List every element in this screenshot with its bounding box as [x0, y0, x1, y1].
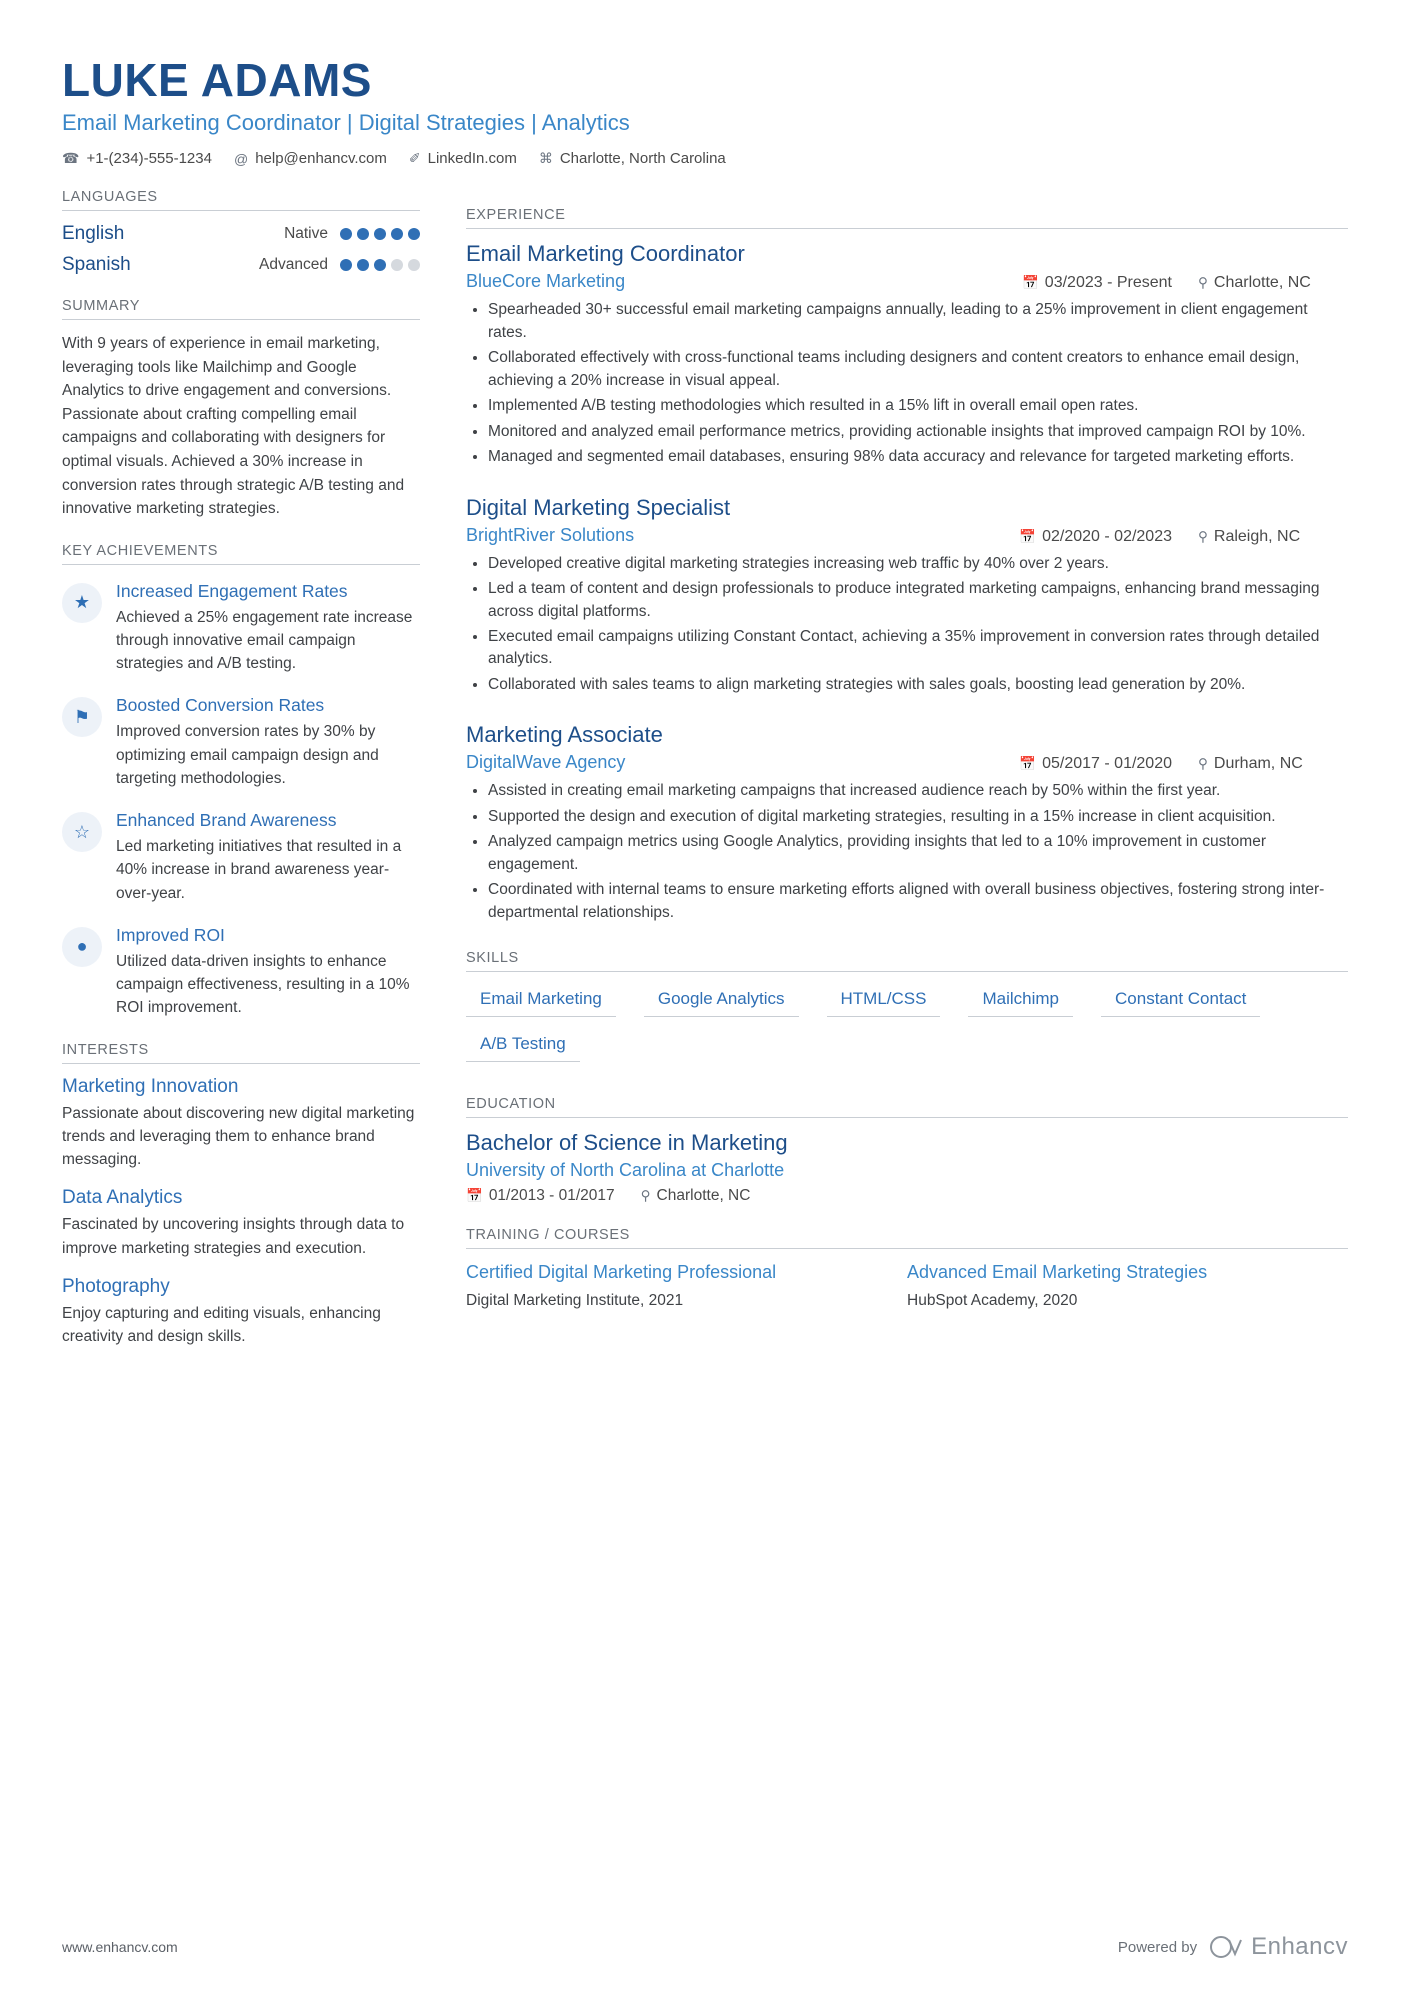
achievement-text: Led marketing initiatives that resulted in a 40% increase in brand awareness year-over-year.	[116, 838, 402, 902]
star-outline-icon: ☆	[62, 812, 102, 852]
list-item: • Assisted in creating email marketing campaigns that increased audience reach by 50% within the first year.	[488, 780, 1348, 802]
job-location-text: Charlotte, NC	[1213, 274, 1311, 292]
job-company: DigitalWave Agency	[466, 752, 626, 773]
skill-tag: HTML/CSS	[827, 984, 941, 1017]
main-column	[454, 185, 1348, 1309]
education-entry	[466, 1130, 1348, 1205]
job-location	[1198, 528, 1348, 546]
page-title: LUKE ADAMS	[62, 54, 372, 106]
language-level: Advanced	[259, 256, 328, 274]
contact-phone-text: +1-(234)-555-1234	[86, 150, 212, 168]
calendar-icon: 📅	[1021, 275, 1039, 291]
contact-location[interactable]	[539, 150, 726, 167]
interest-text: Passionate about discovering new digital marketing trends and leveraging them to enhance brand messaging.	[62, 1104, 415, 1169]
section-title-key-achievements: KEY ACHIEVEMENTS	[62, 543, 420, 565]
education-school: University of North Carolina at Charlotte	[466, 1160, 785, 1181]
language-rating-dots	[340, 259, 420, 271]
list-item: • Coordinated with internal teams to ensure marketing efforts aligned with overall business objectives, fostering strong inter-departmental relationships.	[488, 879, 1348, 924]
list-item: • Spearheaded 30+ successful email marketing campaigns annually, leading to a 25% improvement in client engagement rates.	[488, 299, 1348, 344]
location-pin-icon: ⌘	[538, 150, 553, 167]
achievement-text: Improved conversion rates by 30% by optimizing email campaign design and targeting methodologies.	[116, 723, 379, 787]
training-entry	[907, 1261, 1348, 1310]
job-location-text: Raleigh, NC	[1213, 527, 1301, 545]
job-company: BlueCore Marketing	[466, 271, 626, 292]
brand-name: Enhancv	[1251, 1933, 1348, 1960]
section-title-languages: LANGUAGES	[62, 189, 420, 211]
language-name: Spanish	[62, 254, 131, 276]
list-item	[62, 223, 420, 245]
page-footer	[62, 1933, 1348, 1961]
skill-tag: Google Analytics	[644, 984, 799, 1017]
list-item: • Supported the design and execution of digital marketing strategies, resulting in a 15% increase in client acquisition.	[488, 806, 1348, 828]
list-item: • Executed email campaigns utilizing Constant Contact, achieving a 35% improvement in conversion rates through detailed analytics.	[488, 626, 1348, 671]
email-icon: @	[233, 150, 249, 167]
training-list	[466, 1261, 1348, 1310]
job-location-text: Durham, NC	[1213, 755, 1303, 773]
sidebar-column	[62, 185, 454, 1364]
list-item: • Managed and segmented email databases, ensuring 98% data accuracy and relevance for targeted marketing efforts.	[488, 446, 1348, 468]
section-title-education: EDUCATION	[466, 1096, 1348, 1118]
job-bullets	[466, 299, 1348, 468]
interest-title: Data Analytics	[62, 1187, 183, 1209]
contact-email[interactable]	[234, 150, 387, 167]
interest-text: Fascinated by uncovering insights through data to improve marketing strategies and execution.	[62, 1216, 405, 1257]
experience-entry	[466, 722, 1348, 924]
location-pin-icon: ⚲	[640, 1188, 651, 1204]
list-item	[62, 1076, 420, 1172]
flag-icon: ⚑	[62, 697, 102, 737]
interest-title: Photography	[62, 1275, 170, 1297]
resume-header	[62, 56, 1348, 167]
contact-location-text: Charlotte, North Carolina	[559, 150, 726, 168]
location-pin-icon: ⚲	[1198, 756, 1208, 772]
training-provider: HubSpot Academy, 2020	[907, 1291, 1078, 1309]
education-location-text: Charlotte, NC	[656, 1187, 751, 1205]
job-date-text: 02/2020 - 02/2023	[1042, 527, 1172, 545]
achievement-title: Enhanced Brand Awareness	[116, 810, 337, 831]
calendar-icon: 📅	[466, 1188, 483, 1204]
job-date-text: 03/2023 - Present	[1044, 274, 1172, 292]
calendar-icon: 📅	[1019, 528, 1037, 544]
job-title: Email Marketing Coordinator	[466, 241, 745, 267]
list-item: • Analyzed campaign metrics using Google Analytics, providing insights that led to a 10% improvement in customer engagement.	[488, 831, 1348, 876]
location-pin-icon: ⚲	[1198, 275, 1208, 291]
job-location	[1198, 755, 1348, 773]
training-title: Advanced Email Marketing Strategies	[907, 1262, 1208, 1283]
contact-email-text: help@enhancv.com	[255, 150, 387, 168]
list-item	[62, 810, 420, 905]
list-item	[62, 1187, 420, 1260]
education-date-text: 01/2013 - 01/2017	[488, 1187, 615, 1205]
job-date	[1022, 274, 1172, 292]
link-icon: ✐	[408, 150, 421, 167]
education-date	[466, 1187, 615, 1205]
contact-row	[62, 150, 1348, 167]
skill-tag: Mailchimp	[968, 984, 1073, 1017]
list-item: • Implemented A/B testing methodologies which resulted in a 15% lift in overall email open rates.	[488, 395, 1348, 417]
contact-linkedin-text: LinkedIn.com	[427, 150, 517, 168]
contact-phone[interactable]	[62, 150, 212, 167]
achievement-text: Achieved a 25% engagement rate increase through innovative email campaign strategies and A/B testing.	[116, 608, 413, 673]
language-name: English	[62, 223, 125, 245]
skill-tag: Email Marketing	[466, 984, 616, 1017]
education-location	[641, 1187, 751, 1205]
section-title-summary: SUMMARY	[62, 298, 420, 320]
job-date-text: 05/2017 - 01/2020	[1042, 755, 1172, 773]
job-company: BrightRiver Solutions	[466, 524, 635, 545]
section-title-interests: INTERESTS	[62, 1042, 420, 1064]
enhancv-logo	[1209, 1933, 1348, 1961]
interest-title: Marketing Innovation	[62, 1075, 239, 1097]
training-provider: Digital Marketing Institute, 2021	[466, 1291, 684, 1309]
skill-tag: Constant Contact	[1101, 984, 1260, 1017]
footer-website[interactable]: www.enhancv.com	[62, 1939, 178, 1955]
job-location	[1198, 274, 1348, 292]
section-title-training: TRAINING / COURSES	[466, 1227, 1348, 1249]
interest-text: Enjoy capturing and editing visuals, enhancing creativity and design skills.	[62, 1304, 381, 1346]
achievement-title: Improved ROI	[116, 924, 225, 945]
summary-text: With 9 years of experience in email marketing, leveraging tools like Mailchimp and Google Analytics to drive engagement and conversions. Passionate about crafting compelling email campaigns and collaborating with designers for optimal visuals. Achieved a 30% increase in conversion rates through strategic A/B testing and innovative marketing strategies.	[62, 335, 405, 518]
list-item: • Collaborated effectively with cross-functional teams including designers and content creators to enhance email design, achieving a 20% increase in visual appeal.	[488, 347, 1348, 392]
job-bullets	[466, 553, 1348, 697]
contact-linkedin[interactable]	[409, 150, 517, 167]
job-title: Marketing Associate	[466, 722, 663, 748]
job-date	[1019, 528, 1172, 546]
section-title-experience: EXPERIENCE	[466, 207, 1348, 229]
job-date	[1019, 755, 1172, 773]
location-pin-icon: ⚲	[1198, 528, 1208, 544]
section-title-skills: SKILLS	[466, 950, 1348, 972]
achievement-text: Utilized data-driven insights to enhance campaign effectiveness, resulting in a 10% ROI improvement.	[116, 952, 410, 1017]
experience-entry	[466, 495, 1348, 697]
list-item	[62, 925, 420, 1020]
powered-by-label: Powered by	[1117, 1938, 1198, 1956]
languages-list	[62, 223, 420, 276]
list-item	[62, 581, 420, 676]
skills-list	[466, 984, 1348, 1074]
calendar-icon: 📅	[1019, 756, 1037, 772]
training-entry	[466, 1261, 907, 1310]
education-degree: Bachelor of Science in Marketing	[466, 1130, 788, 1156]
list-item: • Collaborated with sales teams to align marketing strategies with sales goals, boosting lead generation by 20%.	[488, 674, 1348, 696]
professional-headline: Email Marketing Coordinator | Digital Strategies | Analytics	[62, 110, 630, 136]
list-item	[62, 695, 420, 790]
list-item	[62, 1276, 420, 1349]
lightbulb-icon: ●	[62, 927, 102, 967]
achievement-title: Boosted Conversion Rates	[116, 695, 325, 716]
experience-entry	[466, 241, 1348, 468]
star-filled-icon: ★	[62, 583, 102, 623]
achievement-title: Increased Engagement Rates	[116, 580, 348, 601]
job-bullets	[466, 780, 1348, 924]
list-item: • Led a team of content and design professionals to produce integrated marketing campaigns, enhancing brand messaging across digital platforms.	[488, 578, 1348, 623]
job-title: Digital Marketing Specialist	[466, 494, 731, 520]
training-title: Certified Digital Marketing Professional	[466, 1262, 777, 1283]
list-item: • Developed creative digital marketing strategies increasing web traffic by 40% over 2 years.	[488, 553, 1348, 575]
list-item	[62, 254, 420, 276]
list-item: • Monitored and analyzed email performance metrics, providing actionable insights that improved campaign ROI by 10%.	[488, 421, 1348, 443]
phone-icon: ☎	[62, 150, 80, 167]
language-level: Native	[284, 225, 328, 243]
language-rating-dots	[340, 228, 420, 240]
skill-tag: A/B Testing	[466, 1029, 580, 1062]
